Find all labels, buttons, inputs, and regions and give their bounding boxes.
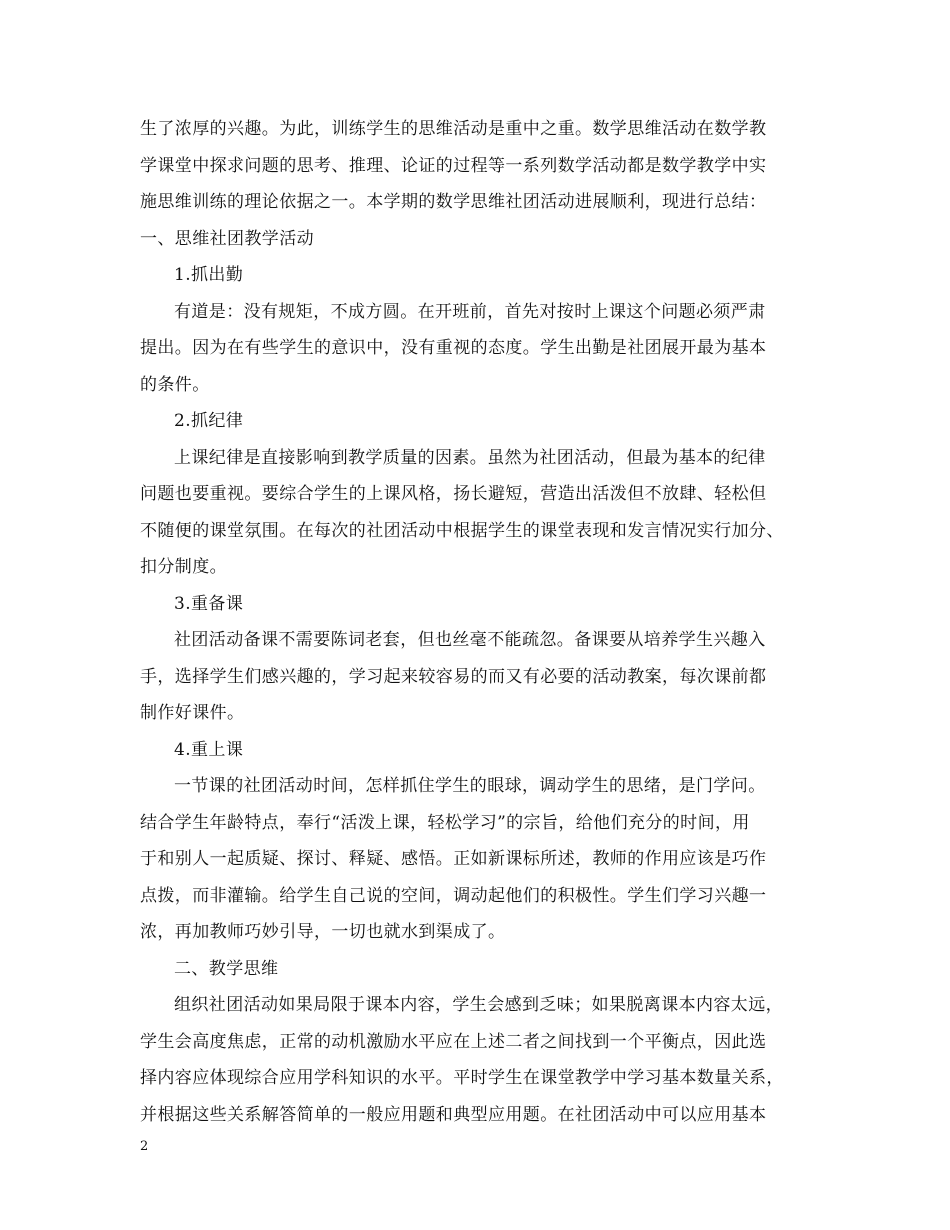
body-text-line: 生了浓厚的兴趣。为此，训练学生的思维活动是重中之重。数学思维活动在数学教: [140, 119, 767, 139]
body-text-line: 组织社团活动如果局限于课本内容，学生会感到乏味；如果脱离课本内容太远，: [174, 995, 783, 1015]
body-text-line: 的条件。: [140, 375, 210, 395]
body-text-line: 施思维训练的理论依据之一。本学期的数学思维社团活动进展顺利，现进行总结：: [140, 192, 767, 212]
subsection-heading: 4.重上课: [174, 740, 244, 760]
body-text-line: 于和别人一起质疑、探讨、释疑、感悟。正如新课标所述，教师的作用应该是巧作: [140, 849, 767, 869]
body-text-line: 浓，再加教师巧妙引导，一切也就水到渠成了。: [140, 922, 506, 942]
body-text-line: 并根据这些关系解答简单的一般应用题和典型应用题。在社团活动中可以应用基本: [140, 1105, 767, 1125]
page-number: 2: [140, 1139, 149, 1154]
section-heading: 一、思维社团教学活动: [140, 229, 314, 249]
subsection-heading: 2.抓纪律: [174, 411, 244, 431]
body-text-line: 手，选择学生们感兴趣的，学习起来较容易的而又有必要的活动教案，每次课前都: [140, 667, 767, 687]
body-text-line: 提出。因为在有些学生的意识中，没有重视的态度。学生出勤是社团展开最为基本: [140, 338, 767, 358]
body-text-line: 有道是：没有规矩，不成方圆。在开班前，首先对按时上课这个问题必须严肃: [174, 302, 766, 322]
body-text-line: 不随便的课堂氛围。在每次的社团活动中根据学生的课堂表现和发言情况实行加分、: [140, 521, 784, 541]
body-text-line: 社团活动备课不需要陈词老套，但也丝毫不能疏忽。备课要从培养学生兴趣入: [174, 630, 766, 650]
body-text-line: 学生会高度焦虑，正常的动机激励水平应在上述二者之间找到一个平衡点，因此选: [140, 1032, 767, 1052]
section-heading: 二、教学思维: [174, 959, 279, 979]
body-text-line: 结合学生年龄特点，奉行“活泼上课，轻松学习”的宗旨，给他们充分的时间，用: [140, 813, 750, 833]
body-text-line: 上课纪律是直接影响到教学质量的因素。虽然为社团活动，但最为基本的纪律: [174, 448, 766, 468]
body-text-line: 制作好课件。: [140, 703, 245, 723]
subsection-heading: 1.抓出勤: [174, 265, 244, 285]
body-text-line: 择内容应体现综合应用学科知识的水平。平时学生在课堂教学中学习基本数量关系，: [140, 1068, 784, 1088]
body-text-line: 学课堂中探求问题的思考、推理、论证的过程等一系列数学活动都是数学教学中实: [140, 156, 767, 176]
body-text-line: 扣分制度。: [140, 557, 227, 577]
body-text-line: 一节课的社团活动时间，怎样抓住学生的眼球，调动学生的思绪，是门学问。: [174, 776, 766, 796]
subsection-heading: 3.重备课: [174, 594, 244, 614]
body-text-line: 点拨，而非灌输。给学生自己说的空间，调动起他们的积极性。学生们学习兴趣一: [140, 886, 767, 906]
body-text-line: 问题也要重视。要综合学生的上课风格，扬长避短，营造出活泼但不放肆、轻松但: [140, 484, 767, 504]
